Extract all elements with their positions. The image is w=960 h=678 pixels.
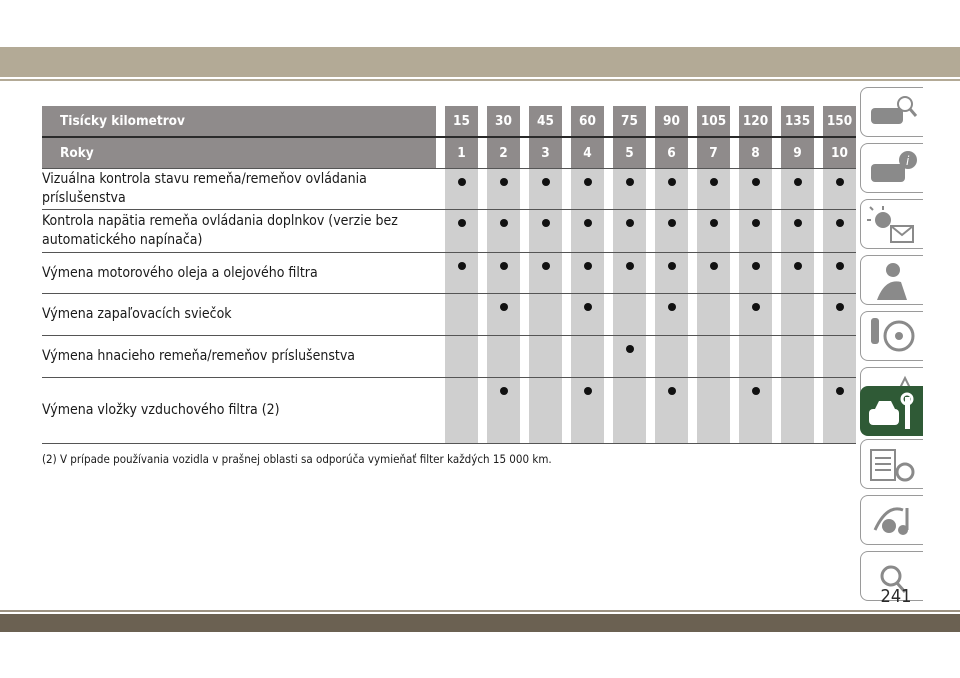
schedule-cell: [655, 210, 688, 253]
schedule-cell: [823, 294, 856, 336]
schedule-cell: [445, 210, 478, 253]
service-dot-icon: [584, 219, 592, 227]
table-row: [42, 336, 856, 378]
schedule-cell: [529, 253, 562, 294]
row-label-line1: Výmena hnacieho remeňa/remeňov príslušenstva: [42, 348, 356, 364]
service-dot-icon: [626, 178, 634, 186]
service-dot-icon: [836, 387, 844, 395]
service-dot-icon: [836, 303, 844, 311]
schedule-cell: [739, 378, 772, 444]
service-dot-icon: [794, 262, 802, 270]
schedule-cell: [487, 253, 520, 294]
steering-key-icon: [867, 316, 919, 358]
row-label: [42, 210, 436, 253]
top-rule: [0, 79, 960, 81]
schedule-cell: [571, 210, 604, 253]
table-row: [42, 253, 856, 294]
maintenance-schedule-table: [42, 106, 856, 444]
car-info-icon: [867, 148, 919, 190]
schedule-cell: [529, 210, 562, 253]
specs-gear-icon: [867, 444, 919, 486]
service-dot-icon: [542, 219, 550, 227]
schedule-cell: [445, 253, 478, 294]
schedule-cell: [571, 169, 604, 210]
service-dot-icon: [584, 262, 592, 270]
header-years-row: [42, 137, 856, 169]
schedule-cell: [697, 210, 730, 253]
service-dot-icon: [710, 262, 718, 270]
header-year-cell: 5: [613, 137, 646, 169]
header-year-cell: 3: [529, 137, 562, 169]
service-dot-icon: [836, 178, 844, 186]
schedule-cell: [445, 336, 478, 378]
row-label: [42, 378, 436, 444]
schedule-cell: [739, 336, 772, 378]
header-year-cell: 2: [487, 137, 520, 169]
row-label-line1: Výmena motorového oleja a olejového filtra: [42, 264, 318, 281]
header-km-cell: 75: [613, 106, 646, 137]
schedule-cell: [571, 378, 604, 444]
service-dot-icon: [584, 303, 592, 311]
multimedia-icon: [867, 500, 919, 542]
row-label: [42, 294, 436, 336]
schedule-cell: [529, 294, 562, 336]
schedule-cell: [655, 253, 688, 294]
schedule-cell: [487, 336, 520, 378]
service-dot-icon: [584, 387, 592, 395]
schedule-cell: [823, 253, 856, 294]
service-dot-icon: [794, 178, 802, 186]
service-dot-icon: [458, 178, 466, 186]
service-dot-icon: [542, 262, 550, 270]
schedule-cell: [655, 169, 688, 210]
schedule-cell: [697, 378, 730, 444]
row-label-line1: Výmena vložky vzduchového filtra (2): [42, 402, 280, 418]
schedule-cell: [697, 294, 730, 336]
header-year-cell: 10: [823, 137, 856, 169]
service-dot-icon: [626, 262, 634, 270]
schedule-cell: [613, 336, 646, 378]
table-row: [42, 294, 856, 336]
service-dot-icon: [836, 219, 844, 227]
service-dot-icon: [752, 387, 760, 395]
side-tab[interactable]: [860, 199, 923, 249]
service-dot-icon: [500, 387, 508, 395]
service-dot-icon: [458, 219, 466, 227]
header-year-cell: 6: [655, 137, 688, 169]
header-year-cell: 1: [445, 137, 478, 169]
row-label-line2: automatického napínača): [42, 232, 203, 248]
side-tab[interactable]: [860, 439, 923, 489]
schedule-cell: [571, 336, 604, 378]
schedule-cell: [655, 294, 688, 336]
service-dot-icon: [458, 262, 466, 270]
header-year-cell: 4: [571, 137, 604, 169]
schedule-cell: [781, 294, 814, 336]
schedule-cell: [655, 378, 688, 444]
schedule-cell: [697, 253, 730, 294]
schedule-cell: [697, 169, 730, 210]
row-label: [42, 336, 436, 378]
bottom-band: [0, 614, 960, 632]
schedule-cell: [739, 169, 772, 210]
schedule-cell: [739, 253, 772, 294]
row-label-line1: Kontrola napätia remeňa ovládania doplnkov (verzie bez: [42, 213, 398, 229]
header-km-cell: 150: [823, 106, 856, 137]
header-year-cell: 9: [781, 137, 814, 169]
schedule-cell: [655, 336, 688, 378]
car-search-icon: [867, 92, 919, 134]
service-dot-icon: [752, 178, 760, 186]
schedule-cell: [487, 378, 520, 444]
schedule-cell: [823, 378, 856, 444]
header-year-cell: 7: [697, 137, 730, 169]
schedule-cell: [781, 169, 814, 210]
table-row: [42, 378, 856, 444]
header-km-row: [42, 106, 856, 137]
header-year-cell: 8: [739, 137, 772, 169]
row-label-line2: príslušenstva: [42, 190, 126, 206]
footnote: (2) V prípade používania vozidla v prašnej oblasti sa odporúča vymieňať filter každých 15 000 km.: [42, 452, 552, 466]
svg-text:i: i: [906, 154, 910, 168]
schedule-cell: [613, 378, 646, 444]
service-dot-icon: [668, 219, 676, 227]
header-km-label: Tisícky kilometrov: [42, 106, 436, 137]
schedule-cell: [445, 294, 478, 336]
schedule-cell: [571, 294, 604, 336]
schedule-cell: [781, 253, 814, 294]
service-dot-icon: [752, 303, 760, 311]
service-dot-icon: [626, 219, 634, 227]
service-dot-icon: [752, 219, 760, 227]
schedule-cell: [613, 253, 646, 294]
service-dot-icon: [500, 303, 508, 311]
page-number: 241: [880, 586, 912, 607]
header-km-cell: 30: [487, 106, 520, 137]
schedule-cell: [487, 210, 520, 253]
schedule-cell: [739, 294, 772, 336]
service-dot-icon: [668, 303, 676, 311]
schedule-cell: [529, 378, 562, 444]
side-tab[interactable]: [860, 143, 923, 193]
service-dot-icon: [500, 219, 508, 227]
service-dot-icon: [836, 262, 844, 270]
header-km-cell: 45: [529, 106, 562, 137]
schedule-cell: [445, 169, 478, 210]
warning-lights-icon: [867, 204, 919, 246]
side-tab[interactable]: [860, 311, 923, 361]
row-label-line1: Vizuálna kontrola stavu remeňa/remeňov ovládania: [42, 171, 367, 187]
schedule-cell: [613, 210, 646, 253]
header-km-cell: 135: [781, 106, 814, 137]
side-tab[interactable]: [860, 495, 923, 545]
service-dot-icon: [542, 178, 550, 186]
row-label: [42, 253, 436, 294]
row-label-line1: Výmena zapaľovacích sviečok: [42, 306, 232, 322]
schedule-cell: [613, 294, 646, 336]
schedule-cell: [613, 169, 646, 210]
header-km-cell: 105: [697, 106, 730, 137]
car-wrench-icon: [867, 391, 919, 433]
schedule-cell: [781, 336, 814, 378]
schedule-cell: [823, 169, 856, 210]
schedule-cell: [487, 169, 520, 210]
airbag-person-icon: [867, 260, 919, 302]
header-km-cell: 90: [655, 106, 688, 137]
header-years-label: Roky: [42, 137, 436, 169]
service-dot-icon: [584, 178, 592, 186]
schedule-cell: [529, 169, 562, 210]
service-dot-icon: [668, 387, 676, 395]
service-dot-icon: [500, 262, 508, 270]
service-dot-icon: [794, 219, 802, 227]
row-label: [42, 169, 436, 210]
service-dot-icon: [668, 262, 676, 270]
service-dot-icon: [710, 178, 718, 186]
side-tab[interactable]: [860, 386, 923, 436]
table-row: [42, 169, 856, 210]
side-tab[interactable]: [860, 255, 923, 305]
service-dot-icon: [752, 262, 760, 270]
schedule-cell: [445, 378, 478, 444]
table-row: [42, 210, 856, 253]
schedule-cell: [697, 336, 730, 378]
header-km-cell: 60: [571, 106, 604, 137]
schedule-cell: [571, 253, 604, 294]
header-km-cell: 120: [739, 106, 772, 137]
schedule-cell: [487, 294, 520, 336]
schedule-cell: [529, 336, 562, 378]
header-km-cell: 15: [445, 106, 478, 137]
service-dot-icon: [626, 345, 634, 353]
schedule-cell: [823, 210, 856, 253]
schedule-cell: [823, 336, 856, 378]
side-tab[interactable]: [860, 87, 923, 137]
schedule-cell: [739, 210, 772, 253]
schedule-cell: [781, 378, 814, 444]
bottom-rule: [0, 610, 960, 612]
top-band: [0, 47, 960, 77]
service-dot-icon: [668, 178, 676, 186]
schedule-cell: [781, 210, 814, 253]
service-dot-icon: [710, 219, 718, 227]
service-dot-icon: [500, 178, 508, 186]
